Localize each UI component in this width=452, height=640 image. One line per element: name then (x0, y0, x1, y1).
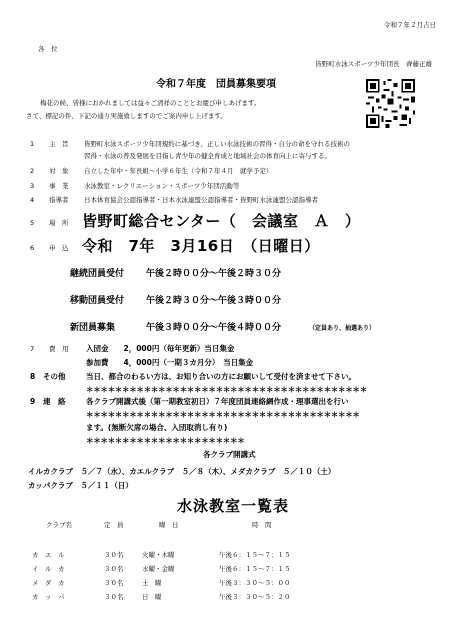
venue-text: 皆野町総合センター（ 会議室 Ａ ） (82, 212, 361, 230)
item-label: 申 込 (49, 244, 69, 252)
target-text: 自立した年中・年長組～小学６年生（令和７年４月 就学予定） (84, 167, 273, 175)
session-note: （定員あり、抽選あり） (309, 325, 376, 332)
session-time: 午後３時００分～午後４時００分 (146, 323, 282, 333)
table-cell: 午後６：１５～７：１５ (219, 565, 291, 573)
item-label: 場 所 (49, 219, 69, 227)
table-cell: 火曜・木曜 (142, 551, 175, 559)
purpose-line-2: 習得・水泳の普及発展を目指し青少年の健全育成と地域社会の体育向上に寄与する。 (84, 152, 331, 160)
stars-divider: ＊＊＊＊＊＊＊＊＊＊＊＊＊＊＊＊＊＊＊＊＊＊＊＊＊＊＊＊＊＊＊＊＊＊＊＊＊＊＊ (86, 385, 367, 394)
item-label: 連 絡 (43, 397, 66, 406)
document-date: 令和７年２月吉日 (384, 21, 436, 29)
table-cell: メ ダ カ (32, 579, 65, 587)
table-cell: イ ル カ (32, 565, 65, 573)
program-text: 水泳教室・レクリエーション・スポーツ少年団活動等 (84, 182, 240, 190)
opening-line-1: イルカクラブ ５／７（水）、カエルクラブ ５／８（木）、メダカクラブ ５／１０（土） (28, 467, 336, 476)
session-label: 移動団員受付 (70, 296, 125, 306)
item-label: 費 用 (49, 345, 69, 353)
column-header: 時 間 (252, 521, 272, 529)
page-title: 令和７年度 団員募集要項 (156, 79, 276, 90)
schedule-title: 水泳教室一覧表 (177, 497, 290, 515)
table-cell: 日 曜 (142, 593, 162, 601)
item-number: 3 (30, 182, 35, 190)
leaders-text: 日本体育協会公認指導者・日本水泳連盟公認指導者・皆野町水泳連盟公認指導者 (84, 196, 318, 204)
table-cell: 午後６：１５～７：１５ (219, 551, 291, 559)
item-label: 事 業 (49, 182, 69, 190)
column-header: 定 員 (104, 521, 124, 529)
fee-line-2: 参加費 4，000円（一期３カ月分） 当日集金 (86, 358, 254, 367)
fee-line-1: 入団金 2，000円（毎年更新）当日集金 (86, 344, 235, 353)
opening-line-2: カッパクラブ ５／１１（日） (28, 481, 133, 490)
table-cell: ３０名 (104, 565, 124, 573)
session-time: 午後２時３０分～午後３時００分 (146, 296, 282, 306)
table-cell: 水曜・金曜 (142, 565, 175, 573)
session-label: 継続団員受付 (70, 269, 125, 279)
addressee: 各 位 (38, 45, 58, 53)
table-cell: カ エ ル (32, 551, 65, 559)
column-header: クラブ名 (46, 521, 72, 529)
table-cell: ３０名 (104, 593, 124, 601)
purpose-line-1: 皆野町水泳スポーツ少年団規約に基づき、正しい水泳技術の習得・自分の命を守れる技術の (84, 140, 350, 148)
qr-code (366, 79, 415, 128)
table-cell: ３０名 (104, 551, 124, 559)
item-label: その他 (43, 372, 66, 381)
item-number: 4 (30, 196, 35, 204)
item-label: 対 象 (49, 167, 69, 175)
intro-line-1: 梅花の候、皆様におかれましては益々ご清祥のこととお慶び申しあげます。 (40, 99, 261, 107)
opening-heading: 各クラブ開講式 (203, 450, 256, 459)
item-number: 8 (30, 372, 36, 381)
application-date: 令和 7年 3月16日 （日曜日） (82, 237, 320, 255)
stars-divider: ＊＊＊＊＊＊＊＊＊＊＊＊＊＊＊＊＊＊＊＊＊＊ (86, 436, 245, 445)
table-cell: ３０名 (104, 579, 124, 587)
other-text: 当日、都合のわるい方は、お知り合いの方にお願いして受付を済ませて下さい。 (86, 372, 356, 381)
sender: 皆野町水泳スポーツ少年団長 齊藤正雄 (315, 60, 432, 68)
item-number: 7 (30, 345, 35, 353)
item-number: 9 (30, 397, 36, 406)
table-cell: 土 曜 (142, 579, 162, 587)
column-header: 曜 日 (159, 521, 179, 529)
item-number: 5 (30, 219, 35, 227)
table-cell: 午後３：３０～５：２０ (219, 593, 291, 601)
table-cell: カ ッ パ (32, 593, 65, 601)
item-label: 指導者 (49, 196, 69, 204)
intro-line-2: さて、標記の件、下記の通り実施致しますのでご案内申し上げます。 (26, 112, 227, 120)
stars-divider: ＊＊＊＊＊＊＊＊＊＊＊＊＊＊＊＊＊＊＊＊＊＊＊＊＊＊＊＊＊＊＊＊＊＊＊＊＊＊ (86, 410, 360, 419)
session-label: 新団員募集 (70, 323, 116, 333)
item-number: 1 (30, 140, 35, 148)
contact-line-1: 各クラブ開講式後（第一期教室初日）７年度団員連絡網作成・理事選出を行い (86, 397, 349, 406)
session-time: 午後２時００分～午後２時３０分 (146, 269, 282, 279)
item-number: 2 (30, 167, 35, 175)
item-label: 主 旨 (49, 140, 69, 148)
item-number: 6 (30, 244, 35, 252)
contact-line-2: ます。(無断欠席の場合、入団取消し有り) (86, 423, 228, 432)
table-cell: 午後３：３０～５：００ (219, 579, 291, 587)
